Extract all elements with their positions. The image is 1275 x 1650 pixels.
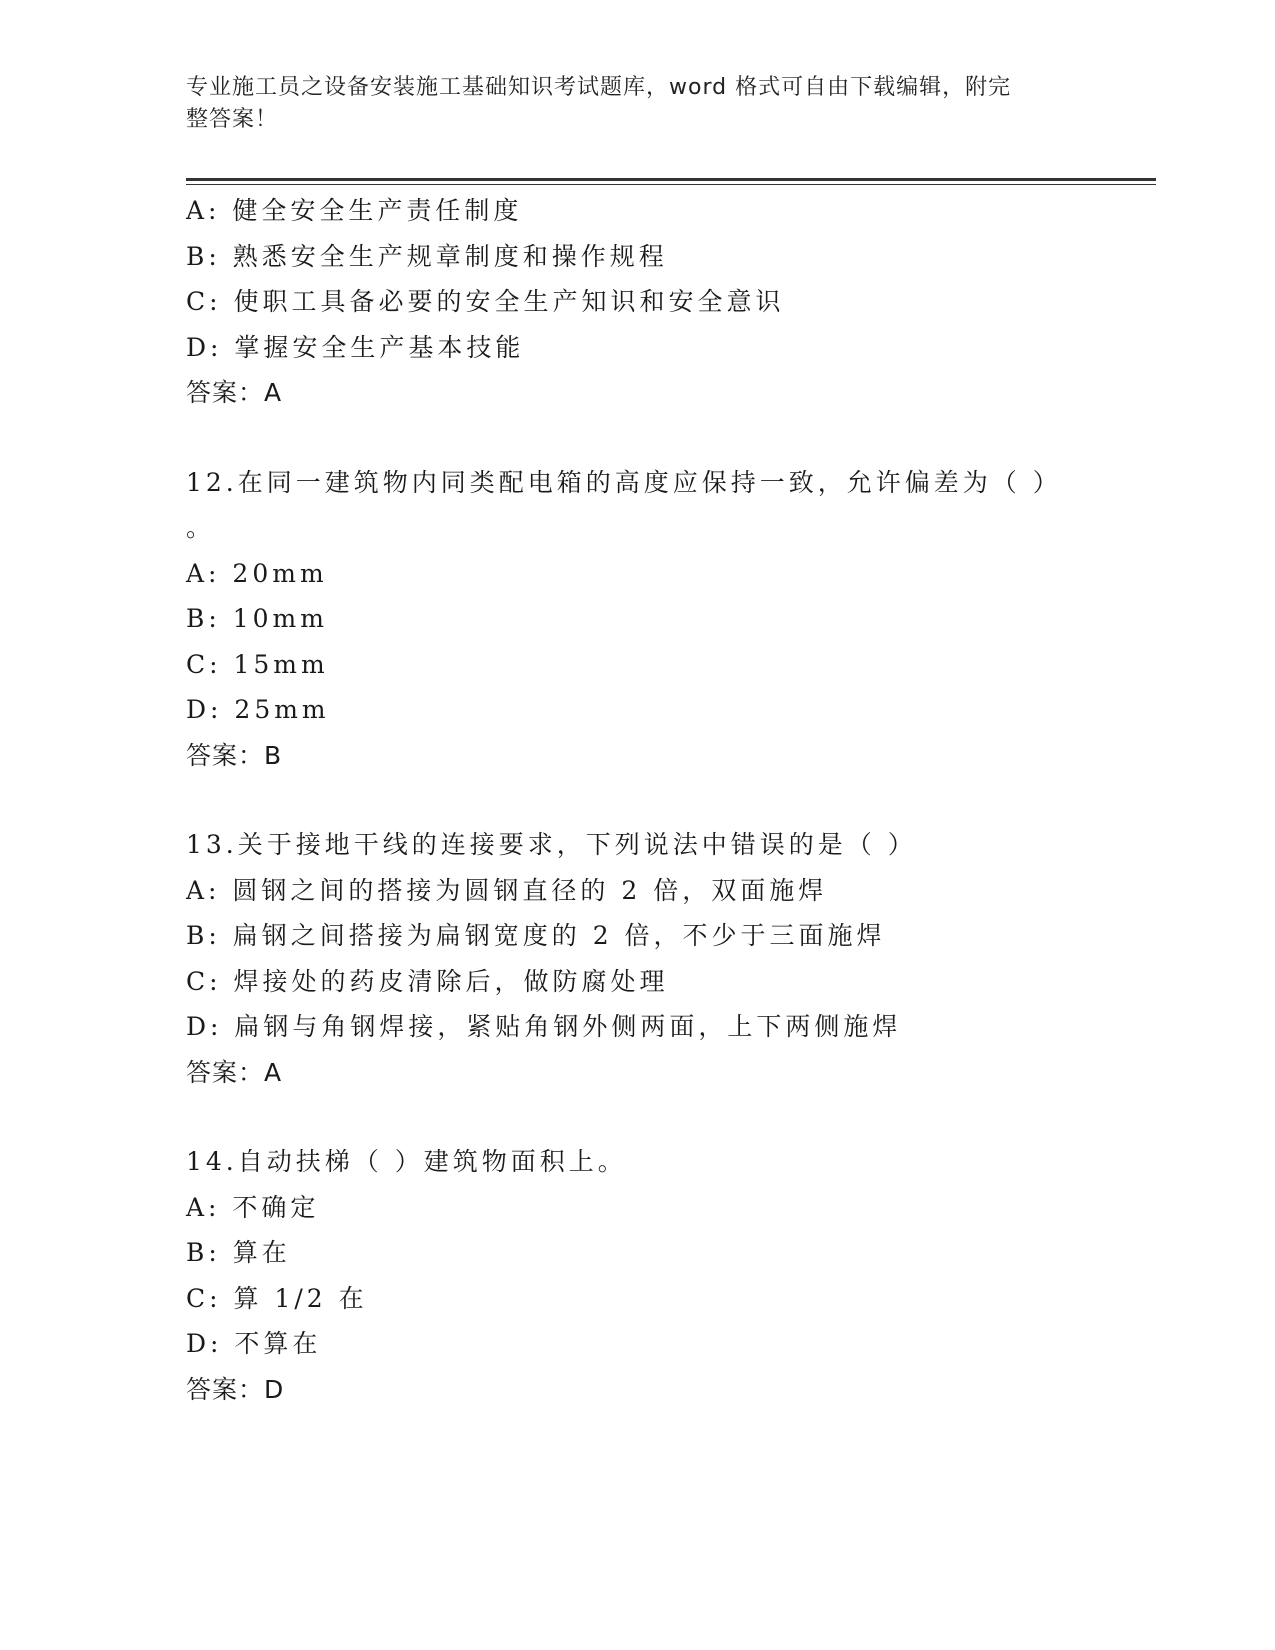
document-body (186, 188, 1086, 1412)
option-a: A: 健全安全生产责任制度 (186, 196, 523, 225)
question-text: 13.关于接地干线的连接要求，下列说法中错误的是（ ） (186, 830, 917, 859)
option-d: D: 不算在 (186, 1329, 322, 1358)
option-a: A: 圆钢之间的搭接为圆钢直径的 2 倍，双面施焊 (186, 875, 828, 905)
question-text-continued: 。 (186, 513, 216, 542)
option-d: D: 扁钢与角钢焊接，紧贴角钢外侧两面，上下两侧施焊 (186, 1012, 902, 1041)
option-b: B: 10mm (186, 604, 328, 633)
answer-line: 答案：A (186, 1057, 283, 1087)
document-header (186, 72, 1066, 136)
option-d: D: 25mm (186, 695, 330, 724)
header-line-2: 整答案！ (186, 107, 279, 132)
question-block-11 (186, 188, 1086, 416)
header-line-1: 专业施工员之设备安装施工基础知识考试题库，word 格式可自由下载编辑，附完 (186, 75, 1012, 100)
question-block-13 (186, 822, 1086, 1095)
question-block-12 (186, 460, 1086, 779)
option-c: C: 焊接处的药皮清除后，做防腐处理 (186, 966, 669, 996)
option-c: C: 15mm (186, 649, 329, 679)
option-b: B: 扁钢之间搭接为扁钢宽度的 2 倍，不少于三面施焊 (186, 921, 886, 950)
option-a: A: 20mm (186, 558, 328, 588)
header-divider-thin (186, 184, 1156, 185)
option-c: C: 使职工具备必要的安全生产知识和安全意识 (186, 287, 785, 316)
answer-line: 答案：D (186, 1374, 285, 1404)
question-text: 14.自动扶梯（ ）建筑物面积上。 (186, 1147, 627, 1176)
answer-line: 答案：A (186, 378, 283, 407)
option-a: A: 不确定 (186, 1192, 320, 1222)
option-d: D: 掌握安全生产基本技能 (186, 332, 525, 362)
option-b: B: 熟悉安全生产规章制度和操作规程 (186, 241, 668, 271)
option-c: C: 算 1/2 在 (186, 1283, 368, 1313)
header-divider-thick (186, 178, 1156, 181)
option-b: B: 算在 (186, 1238, 291, 1267)
question-text: 12.在同一建筑物内同类配电箱的高度应保持一致，允许偏差为（ ） (186, 467, 1062, 497)
answer-line: 答案：B (186, 740, 283, 770)
question-block-14 (186, 1139, 1086, 1412)
